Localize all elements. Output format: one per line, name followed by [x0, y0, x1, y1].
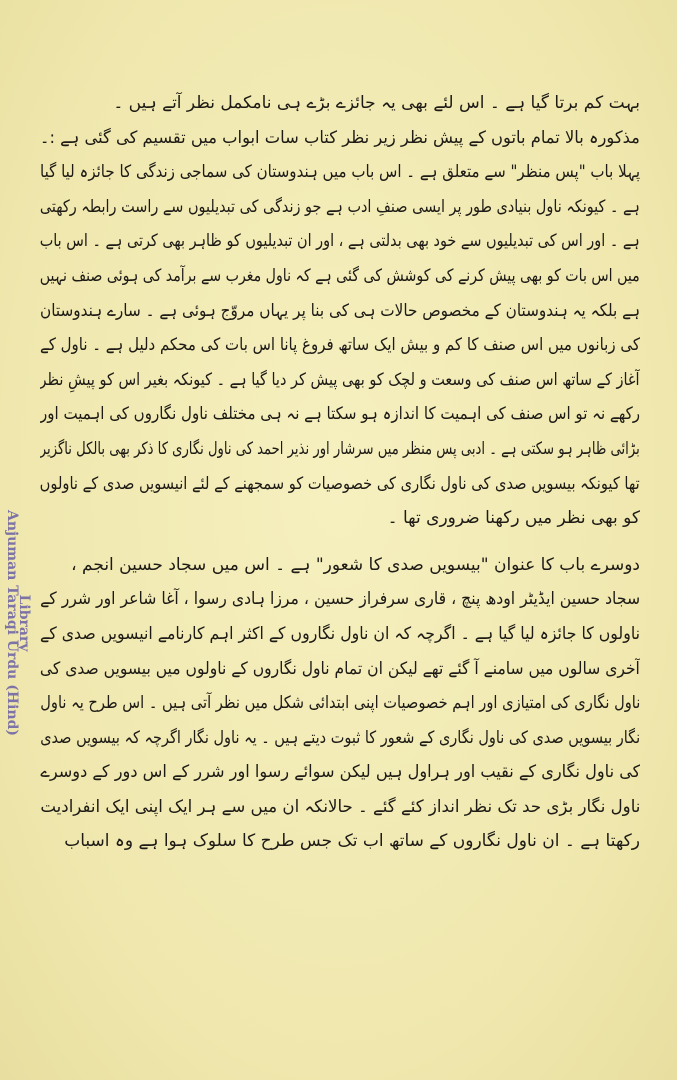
- text-line-2: مذکورہ بالا تمام باتوں کے پیش نظر زیر نظر کتاب سات ابواب میں تقسیم کی گئی ہے :۔: [40, 127, 640, 148]
- library-stamp: [6, 478, 30, 768]
- text-line-22: رکھتا ہے ۔ ان ناول نگاروں کے ساتھ اب تک جس طرح کا سلوک ہوا ہے وہ اسباب: [64, 831, 640, 852]
- text-line-10: رکھے نہ تو اس صنف کی اہمیت کا اندازہ ہو سکتا ہے نہ ہی مختلف ناول نگاروں کی اہمیت اور: [40, 404, 640, 425]
- page-text: [40, 86, 640, 859]
- text-line-14: دوسرے باب کا عنوان "بیسویں صدی کا شعور" ہے ۔ اس میں سجاد حسین انجم ،: [71, 554, 640, 575]
- text-line-19: نگار بیسویں صدی کی ناول نگاری کے شعور کا ثبوت دیتے ہیں ۔ یہ ناول نگار اگرچہ کہ بیسویں صدی: [40, 727, 640, 748]
- text-line-13: کو بھی نظر میں رکھنا ضروری تھا ۔: [387, 508, 640, 529]
- text-line-16: ناولوں کا جائزہ لیا گیا ہے ۔ اگرچہ کہ ان ناول نگاروں کے اکثر اہم کارنامے انیسویں صدی کے: [40, 623, 640, 644]
- stamp-line-institution: Anjuman Taraqi Urdu (Hind): [4, 510, 20, 736]
- text-line-3: پہلا باب "پس منظر" سے متعلق ہے ۔ اس باب میں ہندوستان کی سماجی زندگی کا جائزہ لیا گیا: [40, 162, 640, 183]
- text-line-21: ناول نگار بڑی حد تک نظر انداز کئے گئے ۔ حالانکہ ان میں سے ہر ایک اپنی ایک انفرادیت: [40, 796, 640, 817]
- text-line-17: آخری سالوں میں سامنے آ گئے تھے لیکن ان تمام ناول نگاروں کے ناولوں میں بیسویں صدی کی: [40, 658, 640, 679]
- text-line-18: ناول نگاری کی امتیازی اور اہم خصوصیات اپنی ابتدائی شکل میں نظر آتی ہیں ۔ اس طرح یہ ناول: [40, 693, 640, 714]
- text-line-4: ہے ۔ کیونکہ ناول بنیادی طور پر ایسی صنفِ ادب ہے جو زندگی کی تبدیلیوں سے راست رابطہ رکھتی: [40, 196, 640, 217]
- library-stamp-text: [6, 478, 30, 768]
- text-line-5: ہے ۔ اور اس کی تبدیلیوں سے خود بھی بدلتی ہے ، اور ان تبدیلیوں کو ظاہر بھی کرتی ہے ۔ اس باب: [40, 231, 640, 252]
- text-line-7: ہے بلکہ یہ ہندوستان کے مخصوص حالات ہی کی بنا پر یہاں مروّج ہوئی ہے ۔ سارے ہندوستان: [40, 300, 640, 321]
- paragraph-gap: [40, 536, 640, 548]
- text-line-6: میں اس بات کو بھی پیش کرنے کی کوشش کی گئی ہے کہ ناول مغرب سے برآمد کی ہوئی صنف نہیں: [40, 265, 640, 286]
- text-line-12: تھا کیونکہ بیسویں صدی کی ناول نگاری کی خصوصیات کو سمجھنے کے لئے انیسویں صدی کے ناولوں: [40, 473, 640, 494]
- text-line-1: بہت کم برتا گیا ہے ۔ اس لئے بھی یہ جائزے بڑے ہی نامکمل نظر آتے ہیں ۔: [113, 93, 640, 113]
- stamp-line-library: Library: [16, 594, 32, 652]
- text-line-9: آغاز کے ساتھ اس صنف کی وسعت و لچک کو بھی پیش کر دیا گیا ہے ۔ کیونکہ بغیر اس کو پیشِ نظر: [40, 369, 640, 390]
- text-line-8: کی زبانوں میں اس صنف کا کم و بیش ایک ساتھ فروغ پانا اس بات کی محکم دلیل ہے ۔ ناول کے: [40, 335, 640, 356]
- text-line-11: بڑائی ظاہر ہو سکتی ہے ۔ ادبی پس منظر میں سرشار اور نذیر احمد کی ناول نگاری کا ذکر بھی بالکل ناگزیر: [40, 438, 640, 459]
- text-line-20: کی ناول نگاری کے نقیب اور ہراول ہیں لیکن سوائے رسوا اور شرر کے اس دور کے دوسرے: [40, 762, 640, 783]
- text-line-15: سجاد حسین ایڈیٹر اودھ پنچ ، قاری سرفراز حسین ، مرزا ہادی رسوا ، آغا شاعر اور شرر کے: [40, 589, 640, 610]
